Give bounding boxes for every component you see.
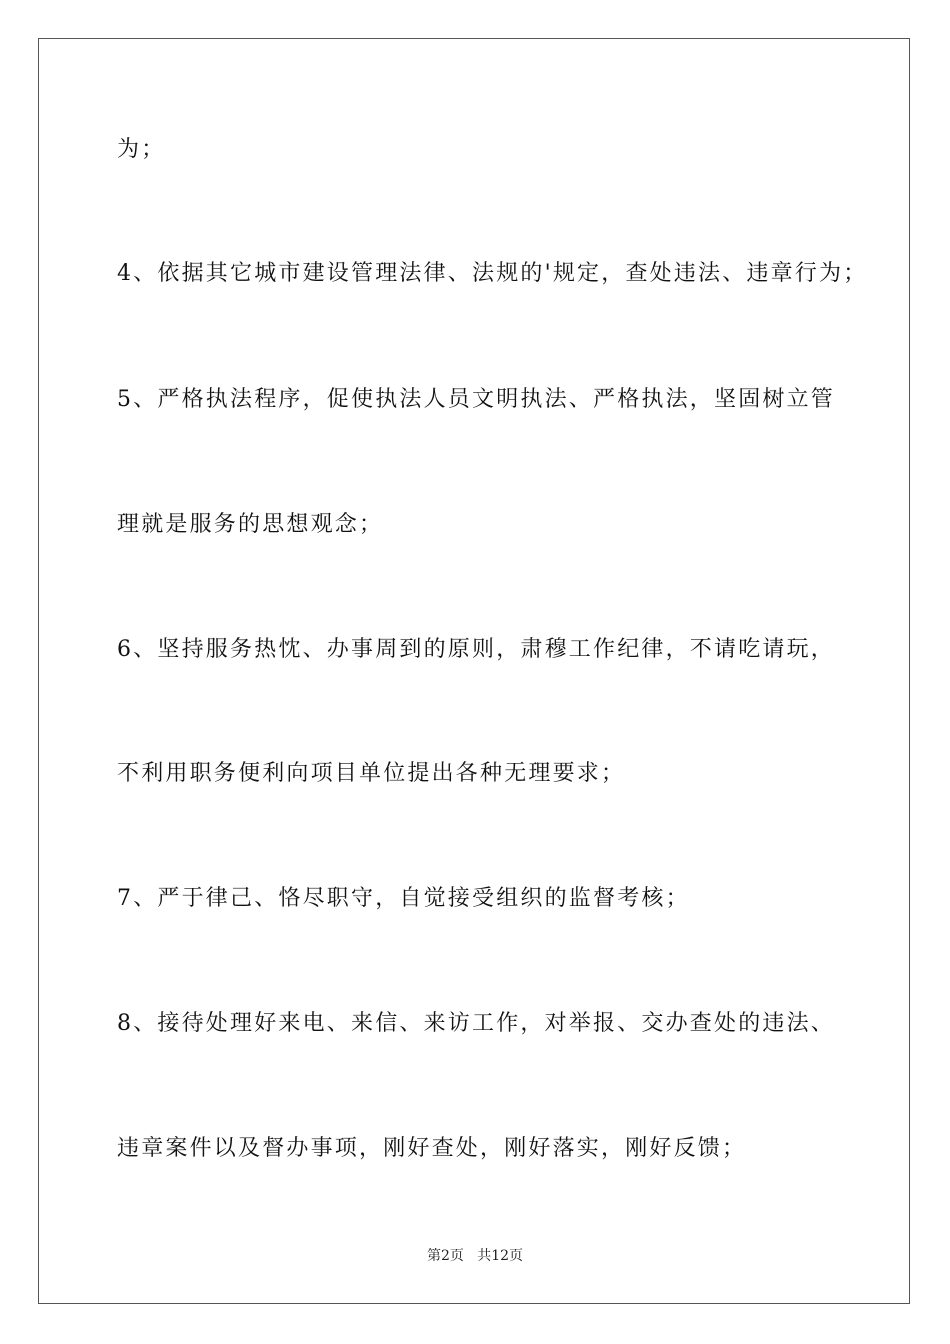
text-line-7: 7、严于律己、恪尽职守，自觉接受组织的监督考核； xyxy=(117,886,690,911)
page-number-footer: 第2页 共12页 xyxy=(426,1248,524,1264)
text-line-1: 为； xyxy=(117,137,166,162)
text-line-2: 4、依据其它城市建设管理法律、法规的'规定，查处违法、违章行为； xyxy=(117,261,868,286)
text-line-9: 违章案件以及督办事项，刚好查处，刚好落实，刚好反馈； xyxy=(117,1136,747,1161)
page-border xyxy=(38,38,910,1304)
text-line-6: 不利用职务便利向项目单位提出各种无理要求； xyxy=(117,761,626,786)
text-line-5: 6、坚持服务热忱、办事周到的原则，肃穆工作纪律，不请吃请玩， xyxy=(117,637,835,662)
text-line-4: 理就是服务的思想观念； xyxy=(117,512,384,537)
text-line-3: 5、严格执法程序，促使执法人员文明执法、严格执法，坚固树立管 xyxy=(117,387,835,412)
text-line-8: 8、接待处理好来电、来信、来访工作，对举报、交办查处的违法、 xyxy=(117,1011,835,1036)
